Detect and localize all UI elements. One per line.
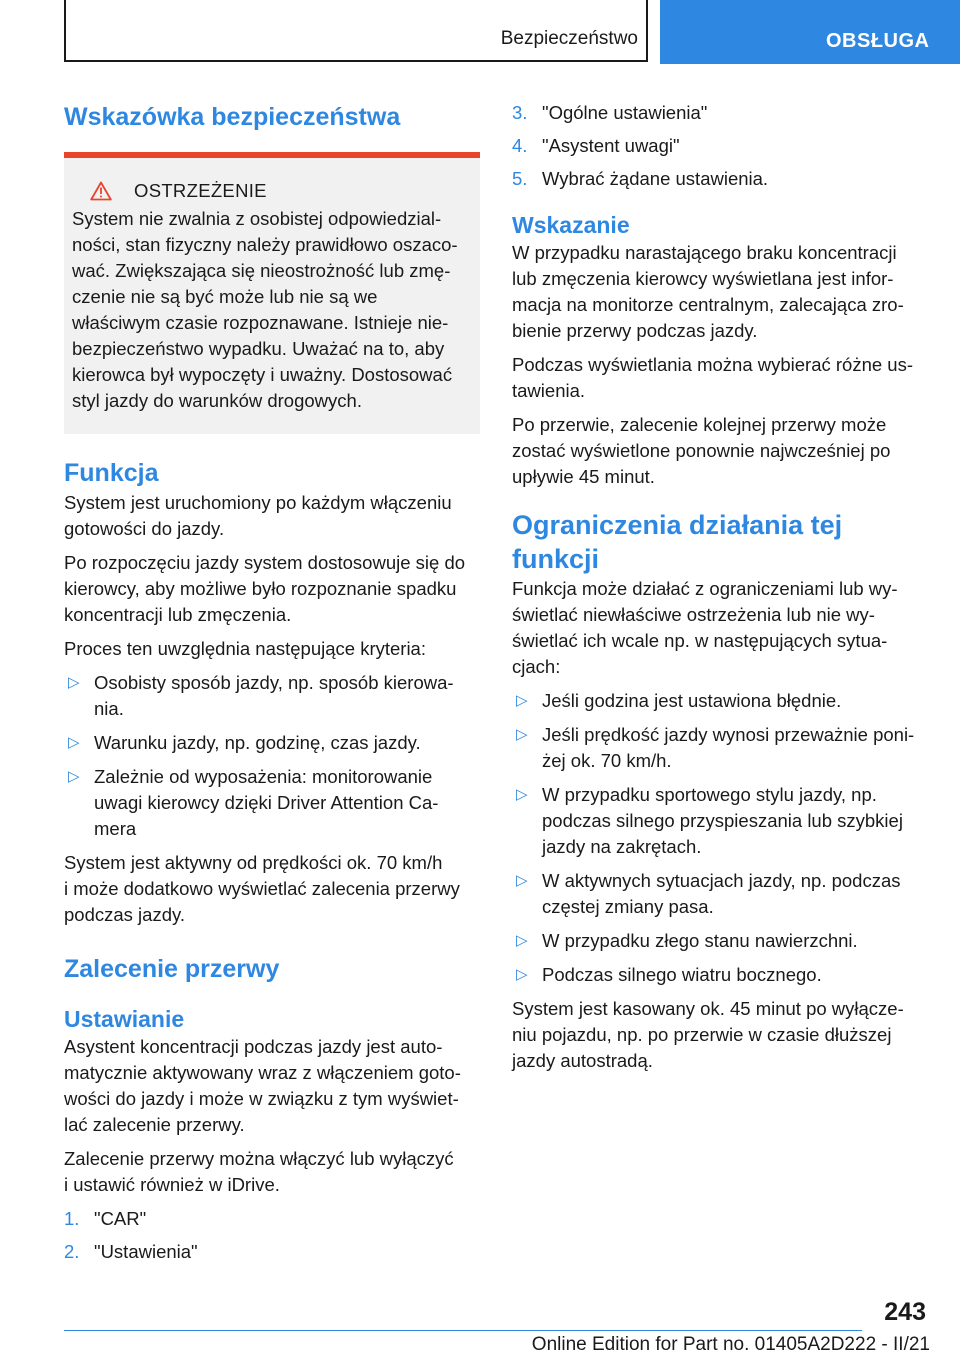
- list-item: 3. "Ogólne ustawienia": [512, 102, 708, 123]
- footer-rule: [64, 1330, 862, 1331]
- list-item: ▷ W aktywnych sytuacjach jazdy, np. podczas częstej zmiany pasa.: [516, 870, 901, 917]
- triangle-right-icon: ▷: [516, 932, 528, 949]
- criteria-list: [64, 670, 480, 842]
- function-paragraph-4: System jest aktywny od prędkości ok. 70 km/h i może dodatkowo wyświetlać zalecenia przerwy podczas jazdy.: [64, 852, 460, 925]
- header-section-box: [64, 0, 648, 62]
- triangle-right-icon: ▷: [68, 768, 80, 785]
- footer-edition: Online Edition for Part no. 01405A2D222 - II/21: [531, 1334, 930, 1355]
- list-item: ▷ Osobisty sposób jazdy, np. sposób kierowa- nia.: [68, 672, 454, 719]
- list-item: 5. Wybrać żądane ustawienia.: [512, 168, 769, 189]
- limits-heading: Ograniczenia działania tej funkcji: [512, 510, 843, 574]
- triangle-right-icon: ▷: [516, 966, 528, 983]
- list-item: ▷ Zależnie od wyposażenia: monitorowanie uwagi kierowcy dzięki Driver Attention Ca- mera: [68, 766, 439, 839]
- list-item: ▷ Jeśli godzina jest ustawiona błędnie.: [512, 688, 928, 714]
- note-paragraph-2: Podczas wyświetlania można wybierać różne us- tawienia.: [512, 354, 914, 401]
- list-item: ▷ W przypadku złego stanu nawierzchni.: [512, 928, 928, 954]
- limits-paragraph-2: System jest kasowany ok. 45 minut po wyłącze- niu pojazdu, np. po przerwie w czasie dłuższej jazdy autostradą.: [512, 998, 904, 1071]
- list-item: 4. "Asystent uwagi": [512, 135, 680, 156]
- triangle-right-icon: ▷: [68, 734, 80, 751]
- safety-heading: Wskazówka bezpieczeństwa: [64, 103, 401, 131]
- settings-paragraph-1: Asystent koncentracji podczas jazdy jest auto- matycznie aktywowany wraz z włączeniem goto- wości do jazdy i może w związku z tym wyświet- lać zalecenie przerwy.: [64, 1036, 461, 1135]
- list-item: ▷ Jeśli prędkość jazdy wynosi przeważnie poni- żej ok. 70 km/h.: [516, 724, 915, 771]
- list-item: ▷ W przypadku sportowego stylu jazdy, np. podczas silnego przyspieszania lub szybkiej jazdy na zakrętach.: [516, 784, 903, 857]
- break-heading: Zalecenie przerwy: [64, 955, 280, 983]
- function-paragraph-3: Proces ten uwzględnia następujące kryteria:: [64, 638, 426, 659]
- warning-text: System nie zwalnia z osobistej odpowiedzial- ności, stan fizyczny należy prawidłowo oszaco- wać. Zwiększająca się nieostrożność lub zmę- czenie nie są być może lub nie są we właściwym czasie rozpoznawane. Istnieje nie- bezpieczeństwo wypadku. Uważać na to, aby kierowca był wypoczęty i uważny. Dostosować styl jazdy do warunków drogowych.: [72, 208, 458, 411]
- list-item: ▷ Warunku jazdy, np. godzinę, czas jazdy.: [64, 730, 480, 756]
- triangle-right-icon: ▷: [516, 726, 528, 743]
- function-paragraph-2: Po rozpoczęciu jazdy system dostosowuje się do kierowcy, aby możliwe było rozpoznanie spadku koncentracji lub zmęczenia.: [64, 552, 466, 625]
- page-number: 243: [884, 1298, 926, 1326]
- triangle-right-icon: ▷: [68, 674, 80, 691]
- triangle-right-icon: ▷: [516, 692, 528, 709]
- list-item: ▷ Podczas silnego wiatru bocznego.: [512, 962, 928, 988]
- triangle-right-icon: ▷: [516, 786, 528, 803]
- note-heading: Wskazanie: [512, 212, 630, 238]
- note-paragraph-3: Po przerwie, zalecenie kolejnej przerwy może zostać wyświetlone ponownie najwcześniej po upływie 45 minut.: [512, 414, 891, 487]
- triangle-right-icon: ▷: [516, 872, 528, 889]
- settings-paragraph-2: Zalecenie przerwy można włączyć lub wyłączyć i ustawić również w iDrive.: [64, 1148, 454, 1195]
- header-chapter-tab: OBSŁUGA: [660, 0, 960, 64]
- steps-list-right: [512, 100, 928, 192]
- warning-box: [64, 158, 480, 434]
- warning-title-row: [72, 180, 470, 202]
- function-paragraph-1: System jest uruchomiony po każdym włączeniu gotowości do jazdy.: [64, 492, 452, 539]
- header-section-title: Bezpieczeństwo: [500, 28, 638, 49]
- right-column: [512, 100, 928, 1082]
- warning-triangle-icon: [90, 181, 112, 201]
- limits-paragraph-1: Funkcja może działać z ograniczeniami lub wy- świetlać niewłaściwe ostrzeżenia lub nie wy- świetlać ich wcale np. w następujących sytua- cjach:: [512, 578, 898, 677]
- settings-heading: Ustawianie: [64, 1006, 185, 1032]
- limits-list: [512, 688, 928, 988]
- left-column: [64, 100, 480, 1272]
- steps-list-left: [64, 1206, 480, 1265]
- note-paragraph-1: W przypadku narastającego braku koncentracji lub zmęczenia kierowcy wyświetlana jest infor- macja na monitorze centralnym, zalecająca zro- bienie przerwy podczas jazdy.: [512, 242, 904, 341]
- list-item: 2. "Ustawienia": [64, 1241, 198, 1262]
- list-item: 1. "CAR": [64, 1208, 147, 1229]
- warning-title: OSTRZEŻENIE: [134, 180, 267, 201]
- function-heading: Funkcja: [64, 459, 159, 487]
